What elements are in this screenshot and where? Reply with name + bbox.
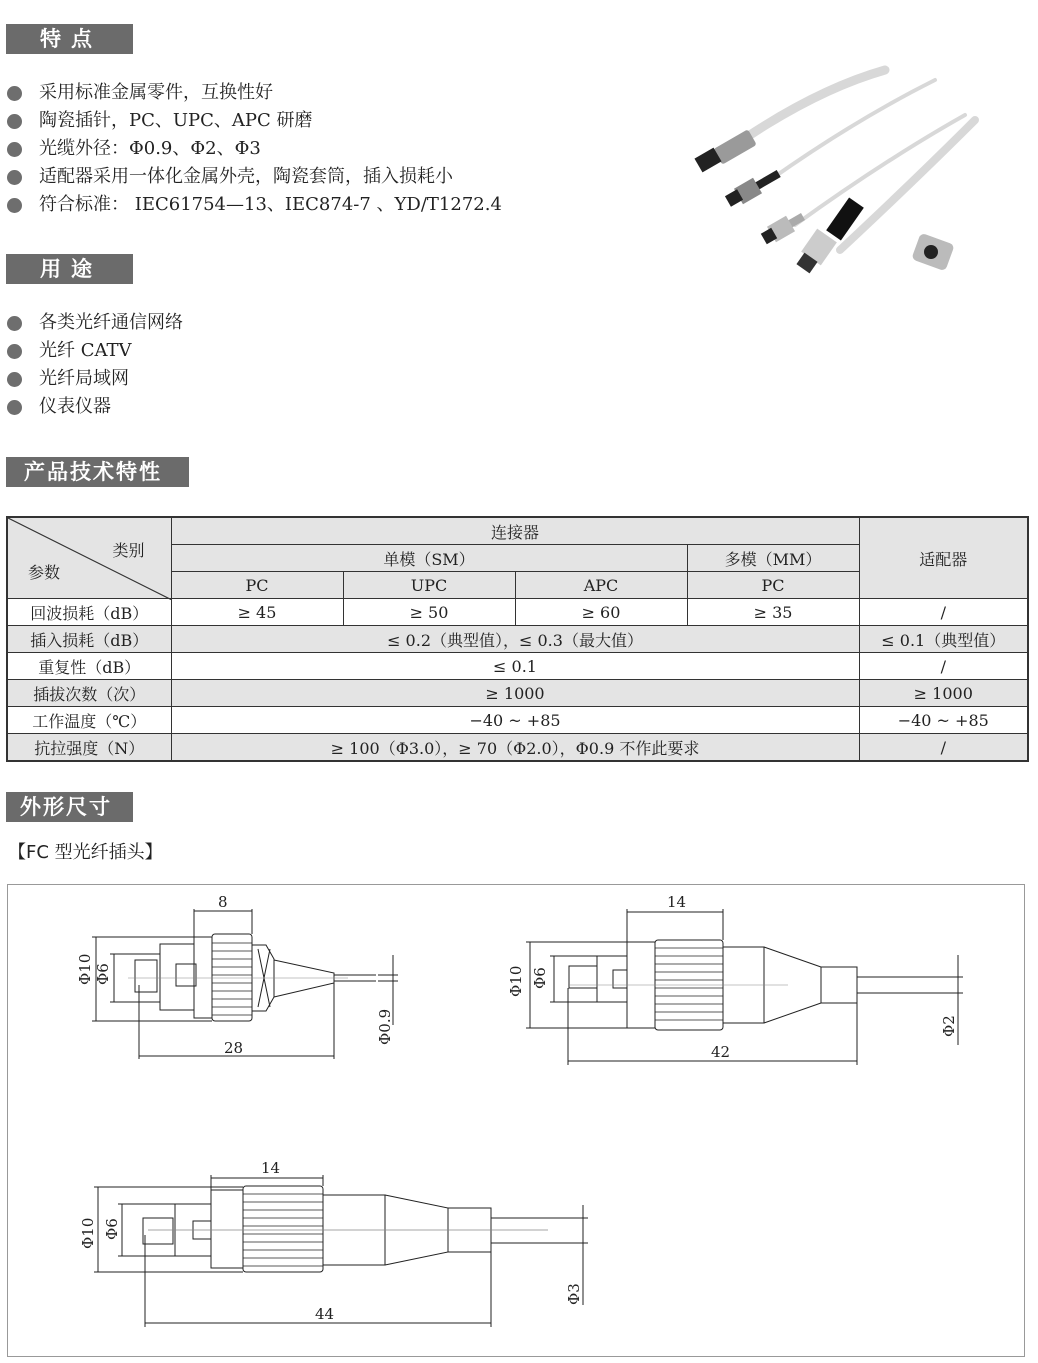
svg-text:14: 14 — [667, 893, 687, 911]
list-item: 采用标准金属零件，互换性好 — [6, 79, 502, 107]
applications-list — [6, 309, 183, 421]
header-sub-upc: UPC — [343, 572, 515, 599]
svg-text:42: 42 — [711, 1043, 731, 1061]
table-row: 回波损耗（dB） ≥ 45 ≥ 50 ≥ 60 ≥ 35 / — [7, 599, 1028, 626]
drawing-fc-3 — [79, 1159, 588, 1327]
drawing-fc-0.9 — [76, 893, 398, 1059]
drawing-fc-2 — [507, 893, 963, 1065]
list-item: 各类光纤通信网络 — [6, 309, 183, 337]
table-row: 抗拉强度（N） ≥ 100（Φ3.0），≥ 70（Φ2.0），Φ0.9 不作此要求 / — [7, 734, 1028, 762]
list-item: 光纤局域网 — [6, 365, 183, 393]
list-item: 仪表仪器 — [6, 393, 183, 421]
bullet-icon — [7, 400, 22, 415]
svg-text:8: 8 — [218, 893, 228, 911]
section-title-dimensions: 外形尺寸 — [6, 792, 133, 822]
header-category: 类别 — [112, 541, 145, 560]
dimension-drawings — [7, 884, 1025, 1357]
svg-text:Φ10: Φ10 — [507, 965, 525, 997]
svg-text:Φ6: Φ6 — [531, 967, 549, 989]
svg-text:Φ10: Φ10 — [79, 1217, 97, 1249]
list-item: 符合标准： IEC61754—13、IEC874-7 、YD/T1272.4 — [6, 191, 502, 219]
spec-table — [6, 516, 1029, 762]
header-parameter: 参数 — [28, 563, 61, 582]
header-sub-pc: PC — [171, 572, 343, 599]
table-row: 插入损耗（dB） ≤ 0.2（典型值），≤ 0.3（最大值） ≤ 0.1（典型值） — [7, 626, 1028, 653]
header-sub-mm-pc: PC — [687, 572, 859, 599]
svg-text:Φ10: Φ10 — [76, 953, 94, 985]
bullet-icon — [7, 372, 22, 387]
header-multi-mode: 多模（MM） — [687, 545, 859, 572]
drawing-subtitle: 【FC 型光纤插头】 — [8, 842, 163, 863]
bullet-icon — [7, 170, 22, 185]
bullet-icon — [7, 86, 22, 101]
list-item: 适配器采用一体化金属外壳，陶瓷套筒，插入损耗小 — [6, 163, 502, 191]
list-item: 光缆外径：Φ0.9、Φ2、Φ3 — [6, 135, 502, 163]
product-photo — [675, 60, 995, 300]
bullet-icon — [7, 316, 22, 331]
svg-text:Φ3: Φ3 — [565, 1283, 583, 1305]
svg-text:44: 44 — [315, 1305, 335, 1323]
section-title-specs: 产品技术特性 — [6, 457, 189, 487]
bullet-icon — [7, 114, 22, 129]
bullet-icon — [7, 142, 22, 157]
svg-text:28: 28 — [224, 1039, 244, 1057]
header-single-mode: 单模（SM） — [171, 545, 687, 572]
table-row: 工作温度（℃） −40 ~ +85 −40 ~ +85 — [7, 707, 1028, 734]
header-sub-apc: APC — [515, 572, 687, 599]
section-title-applications: 用途 — [6, 254, 133, 284]
header-connector: 连接器 — [171, 517, 859, 545]
bullet-icon — [7, 344, 22, 359]
header-adapter: 适配器 — [859, 517, 1028, 599]
table-row: 重复性（dB） ≤ 0.1 / — [7, 653, 1028, 680]
features-list — [6, 79, 502, 219]
section-title-features: 特点 — [6, 24, 133, 54]
svg-text:Φ2: Φ2 — [940, 1015, 958, 1037]
bullet-icon — [7, 198, 22, 213]
svg-text:Φ0.9: Φ0.9 — [376, 1008, 394, 1045]
list-item: 光纤 CATV — [6, 337, 183, 365]
svg-text:14: 14 — [261, 1159, 281, 1177]
table-row: 插拔次数（次） ≥ 1000 ≥ 1000 — [7, 680, 1028, 707]
svg-text:Φ6: Φ6 — [103, 1218, 121, 1240]
header-diagonal-cell — [7, 517, 171, 599]
list-item: 陶瓷插针，PC、UPC、APC 研磨 — [6, 107, 502, 135]
svg-text:Φ6: Φ6 — [94, 963, 112, 985]
